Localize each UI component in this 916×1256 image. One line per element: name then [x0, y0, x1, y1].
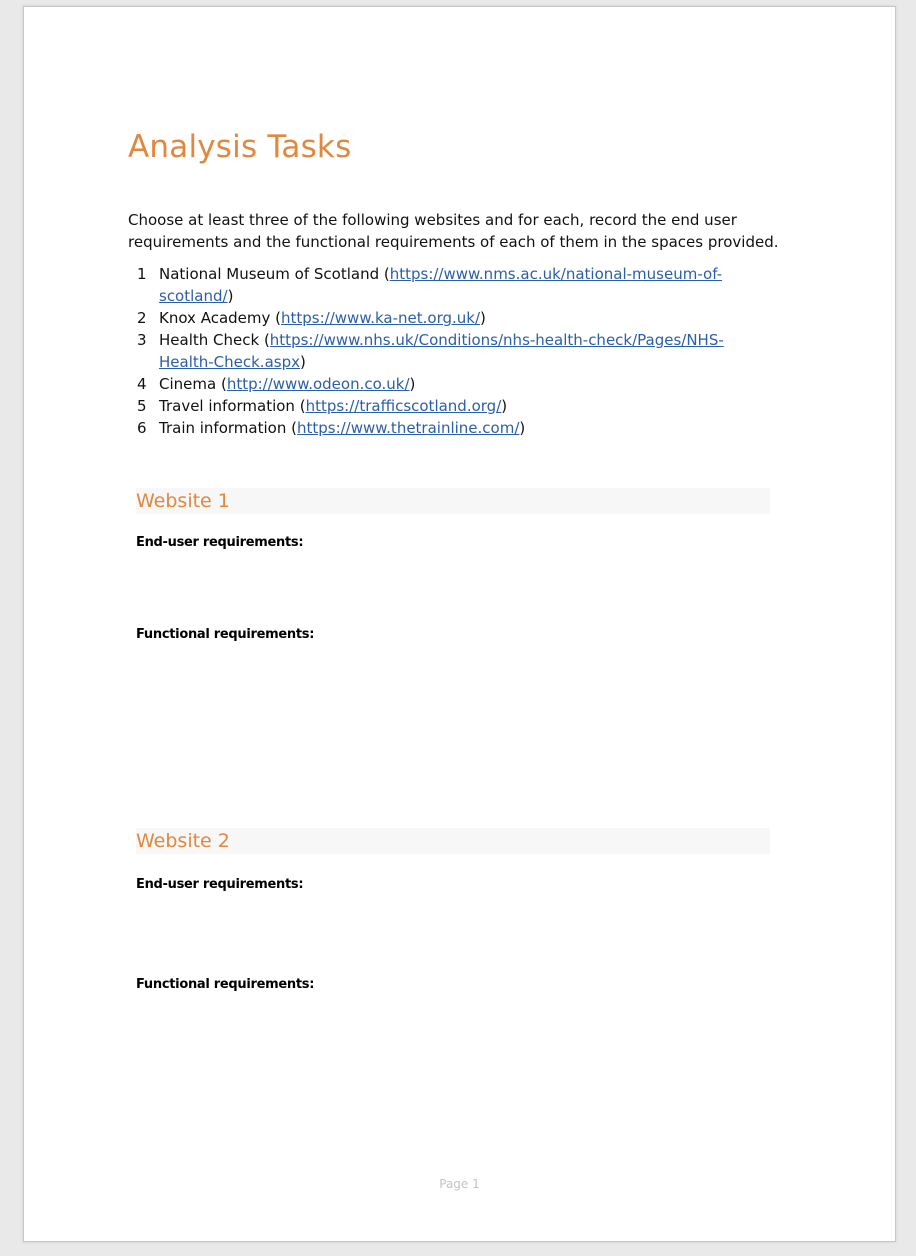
website-link[interactable]: https://www.nms.ac.uk/national-museum-of-scotland/ — [159, 265, 723, 305]
website-link[interactable]: https://www.thetrainline.com/ — [296, 419, 520, 437]
document-page — [23, 6, 896, 1242]
intro-paragraph: Choose at least three of the following websites and for each, record the end user requirements and the functional requirements of each of them in the spaces provided. — [128, 211, 779, 251]
list-item: 1 National Museum of Scotland (https://www.nms.ac.uk/national-museum-of-scotland/) — [128, 263, 768, 307]
section-heading-band — [136, 488, 770, 514]
website-name: Cinema — [159, 375, 217, 393]
section-heading-band — [136, 828, 770, 854]
list-item: 3 Health Check (https://www.nhs.uk/Conditions/nhs-health-check/Pages/NHS-Health-Check.aspx) — [128, 329, 768, 373]
list-item: 5 Travel information (https://trafficscotland.org/) — [128, 395, 768, 417]
list-item: 2 Knox Academy (https://www.ka-net.org.uk/) — [128, 307, 768, 329]
website-name: National Museum of Scotland — [159, 265, 380, 283]
list-item: 4 Cinema (http://www.odeon.co.uk/) — [128, 373, 768, 395]
website-link[interactable]: https://www.ka-net.org.uk/ — [281, 309, 481, 327]
functional-requirements-label: Functional requirements: — [136, 627, 315, 642]
list-number: 4 — [137, 375, 147, 393]
list-number: 3 — [137, 331, 147, 349]
list-number: 1 — [137, 265, 147, 283]
section-heading-website-1: Website 1 — [136, 490, 230, 512]
page-title: Analysis Tasks — [128, 129, 352, 165]
website-link[interactable]: https://www.nhs.uk/Conditions/nhs-health-check/Pages/NHS-Health-Check.aspx — [159, 331, 724, 371]
website-name: Knox Academy — [159, 309, 271, 327]
functional-requirements-label: Functional requirements: — [136, 977, 315, 992]
list-number: 5 — [137, 397, 147, 415]
website-link[interactable]: http://www.odeon.co.uk/ — [226, 375, 410, 393]
end-user-requirements-label: End-user requirements: — [136, 535, 304, 550]
website-link[interactable]: https://trafficscotland.org/ — [305, 397, 502, 415]
website-list — [128, 263, 768, 439]
end-user-requirements-label: End-user requirements: — [136, 877, 304, 892]
section-heading-website-2: Website 2 — [136, 830, 230, 852]
page-footer: Page 1 — [439, 1177, 480, 1191]
website-name: Health Check — [159, 331, 260, 349]
website-name: Train information — [159, 419, 287, 437]
list-item: 6 Train information (https://www.thetrainline.com/) — [128, 417, 768, 439]
list-number: 2 — [137, 309, 147, 327]
website-name: Travel information — [159, 397, 295, 415]
list-number: 6 — [137, 419, 147, 437]
